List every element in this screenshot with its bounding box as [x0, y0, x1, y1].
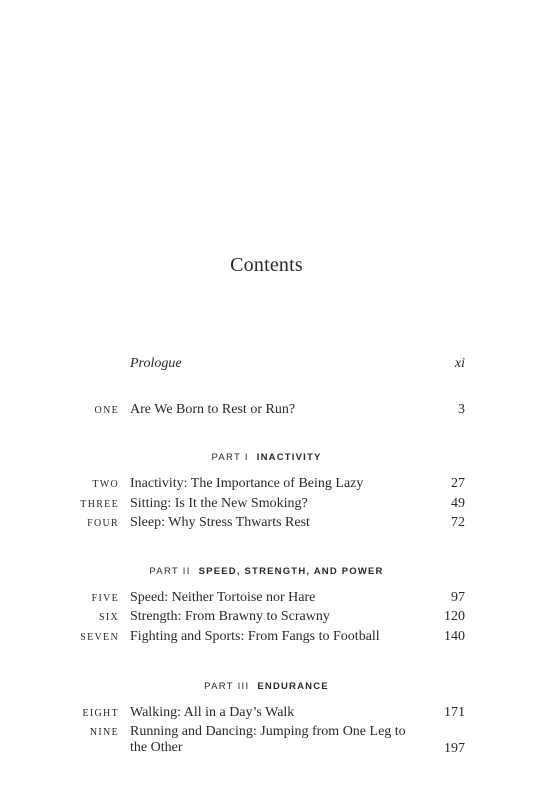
entry-title: Walking: All in a Day’s Walk	[130, 705, 295, 720]
part-label: PART I	[211, 452, 249, 463]
toc-entry-chapter-one[interactable]	[0, 402, 533, 422]
part-name: INACTIVITY	[256, 452, 322, 463]
chapter-number: NINE	[89, 727, 119, 738]
entry-title: Are We Born to Rest or Run?	[130, 402, 296, 417]
page-title: Contents	[230, 254, 303, 276]
entry-page: 97	[451, 590, 465, 605]
entry-page: 49	[451, 496, 465, 511]
chapter-number: ONE	[94, 405, 119, 416]
toc-entry-chapter-five[interactable]	[0, 590, 533, 610]
entry-title: Speed: Neither Tortoise nor Hare	[130, 590, 316, 605]
toc-entry-chapter-seven[interactable]	[0, 629, 533, 649]
chapter-number: SIX	[98, 612, 119, 623]
entry-page: 197	[444, 741, 465, 756]
chapter-number: THREE	[80, 499, 119, 510]
part-heading-2	[0, 566, 533, 577]
toc-entry-chapter-nine[interactable]	[0, 724, 533, 764]
part-name: ENDURANCE	[257, 681, 329, 692]
chapter-number: FOUR	[87, 518, 119, 529]
entry-title: Sleep: Why Stress Thwarts Rest	[130, 515, 310, 530]
entry-title: Sitting: Is It the New Smoking?	[130, 496, 308, 511]
toc-entry-chapter-two[interactable]	[0, 476, 533, 496]
part-heading-1	[0, 452, 533, 463]
toc-entry-chapter-four[interactable]	[0, 515, 533, 535]
toc-entry-chapter-three[interactable]	[0, 496, 533, 516]
chapter-number: TWO	[92, 479, 119, 490]
entry-title: Inactivity: The Importance of Being Lazy	[130, 476, 364, 491]
entry-page: 27	[451, 476, 465, 491]
entry-page: 171	[444, 705, 465, 720]
entry-page: 120	[444, 609, 465, 624]
entry-title: Running and Dancing: Jumping from One Leg to the Other	[130, 724, 406, 755]
part-heading-3	[0, 681, 533, 692]
chapter-number: SEVEN	[80, 632, 119, 643]
entry-page: 72	[451, 515, 465, 530]
part-label: PART III	[204, 681, 250, 692]
toc-entry-chapter-eight[interactable]	[0, 705, 533, 725]
part-name: SPEED, STRENGTH, AND POWER	[198, 566, 384, 577]
chapter-number: FIVE	[91, 593, 119, 604]
entry-page: 140	[444, 629, 465, 644]
chapter-number: EIGHT	[82, 708, 119, 719]
entry-page: 3	[458, 402, 465, 417]
entry-page: xi	[454, 356, 465, 371]
entry-title: Prologue	[130, 356, 182, 371]
part-label: PART II	[149, 566, 191, 577]
toc-entry-prologue[interactable]	[0, 356, 533, 376]
entry-title: Fighting and Sports: From Fangs to Football	[130, 629, 380, 644]
entry-title: Strength: From Brawny to Scrawny	[130, 609, 330, 624]
toc-entry-chapter-six[interactable]	[0, 609, 533, 629]
